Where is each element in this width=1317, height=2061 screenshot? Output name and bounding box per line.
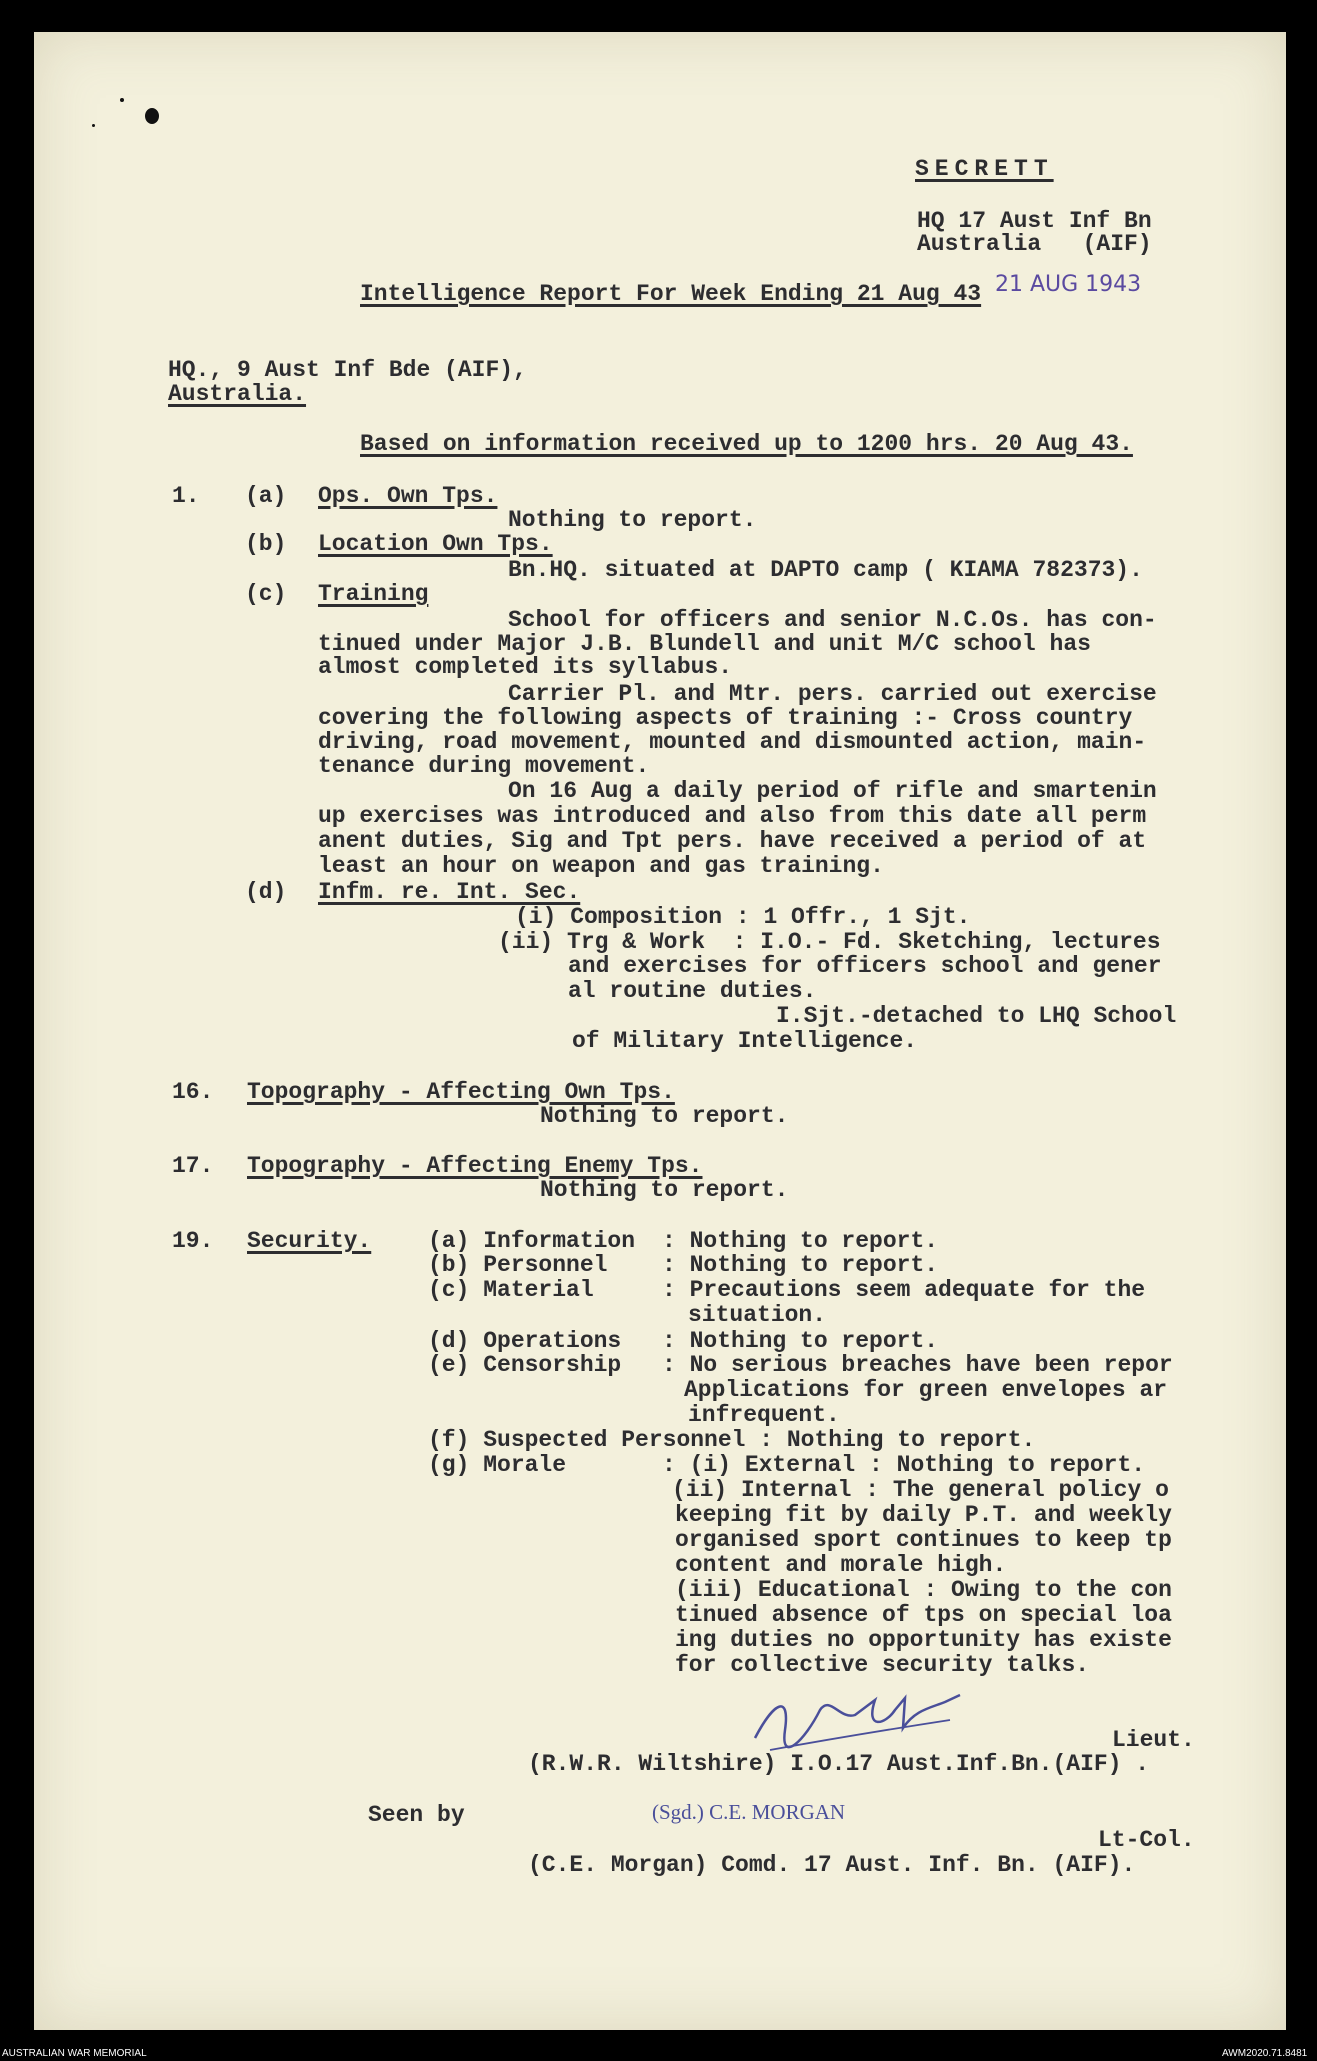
item-label: (d): [245, 879, 287, 905]
paragraph-line: (ii) Trg & Work : I.O.- Fd. Sketching, lectures: [498, 929, 1161, 955]
security-label: (d) Operations: [428, 1328, 622, 1354]
commander-name: (C.E. Morgan) Comd. 17 Aust. Inf. Bn. (AIF).: [528, 1852, 1136, 1878]
signed-stamp: (Sgd.) C.E. MORGAN: [652, 1800, 846, 1824]
security-value: situation.: [688, 1302, 827, 1328]
item-heading: Infm. re. Int. Sec.: [318, 879, 581, 905]
paragraph-line: of Military Intelligence.: [572, 1028, 918, 1054]
morale-line: organised sport continues to keep tp: [675, 1527, 1172, 1553]
paragraph-line: School for officers and senior N.C.Os. has con-: [508, 607, 1157, 633]
ink-speck: [145, 108, 159, 124]
signer-rank: Lieut.: [1112, 1727, 1195, 1753]
morale-line: (ii) Internal : The general policy o: [672, 1477, 1169, 1503]
ink-speck: [92, 124, 95, 127]
addressee-line-2: Australia.: [168, 381, 307, 407]
item-label: (a): [245, 483, 287, 509]
security-label: (f) Suspected Personnel : Nothing to report.: [428, 1427, 1036, 1453]
security-label: (g) Morale: [428, 1452, 567, 1478]
security-value: : Nothing to report.: [662, 1228, 939, 1254]
item-text: Nothing to report.: [508, 507, 757, 533]
information-basis: Based on information received up to 1200 hrs. 20 Aug 43.: [360, 431, 1133, 457]
paragraph-line: almost completed its syllabus.: [318, 654, 733, 680]
security-value: Applications for green envelopes ar: [684, 1377, 1168, 1403]
archive-footer-right: AWM2020.71.8481: [1222, 2048, 1308, 2059]
addressee-line-1: HQ., 9 Aust Inf Bde (AIF),: [168, 357, 527, 383]
item-text: Nothing to report.: [540, 1177, 789, 1203]
signer-name: (R.W.R. Wiltshire) I.O.17 Aust.Inf.Bn.(AIF) .: [528, 1751, 1150, 1777]
morale-line: ing duties no opportunity has existe: [675, 1627, 1172, 1653]
section-heading: Topography - Affecting Enemy Tps.: [247, 1153, 703, 1179]
security-label: (a) Information: [428, 1228, 636, 1254]
paragraph-line: least an hour on weapon and gas training.: [318, 853, 884, 879]
morale-line: tinued absence of tps on special loa: [675, 1602, 1172, 1628]
item-heading: Location Own Tps.: [318, 531, 553, 557]
morale-line: keeping fit by daily P.T. and weekly: [675, 1502, 1172, 1528]
item-heading: Training: [318, 581, 429, 607]
security-label: (c) Material: [428, 1277, 594, 1303]
classification-label: SECRETT: [915, 156, 1054, 182]
archive-footer-left: AUSTRALIAN WAR MEMORIAL: [2, 2048, 147, 2059]
unit-line-2: Australia (AIF): [917, 231, 1152, 257]
paragraph-line: covering the following aspects of training :- Cross country: [318, 705, 1133, 731]
security-value: : No serious breaches have been repor: [662, 1352, 1173, 1378]
date-stamp: 21 AUG 1943: [995, 272, 1142, 297]
report-title: Intelligence Report For Week Ending 21 Aug 43: [360, 281, 982, 307]
section-number: 16.: [172, 1079, 214, 1105]
paragraph-line: al routine duties.: [568, 978, 817, 1004]
item-label: (c): [245, 581, 287, 607]
item-text: Nothing to report.: [540, 1103, 789, 1129]
section-number: 19.: [172, 1228, 214, 1254]
section-number: 17.: [172, 1153, 214, 1179]
security-label: (b) Personnel: [428, 1252, 608, 1278]
item-text: Bn.HQ. situated at DAPTO camp ( KIAMA 782373).: [508, 557, 1143, 583]
security-label: (e) Censorship: [428, 1352, 622, 1378]
paragraph-line: Carrier Pl. and Mtr. pers. carried out exercise: [508, 681, 1157, 707]
security-value: : Nothing to report.: [662, 1252, 939, 1278]
section-heading: Security.: [247, 1228, 372, 1254]
security-value: : Nothing to report.: [662, 1328, 939, 1354]
morale-line: : (i) External : Nothing to report.: [662, 1452, 1146, 1478]
handwritten-signature-icon: [745, 1680, 975, 1760]
section-heading: Topography - Affecting Own Tps.: [247, 1079, 675, 1105]
paragraph-line: anent duties, Sig and Tpt pers. have received a period of at: [318, 828, 1147, 854]
section-number: 1.: [172, 483, 200, 509]
seen-by-label: Seen by: [368, 1802, 465, 1828]
morale-line: for collective security talks.: [675, 1652, 1090, 1678]
paragraph-line: I.Sjt.-detached to LHQ School: [776, 1003, 1177, 1029]
paragraph-line: driving, road movement, mounted and dismounted action, main-: [318, 729, 1147, 755]
security-value: infrequent.: [688, 1402, 840, 1428]
ink-speck: [120, 98, 124, 102]
unit-line-1: HQ 17 Aust Inf Bn: [917, 208, 1152, 234]
item-heading: Ops. Own Tps.: [318, 483, 498, 509]
commander-rank: Lt-Col.: [1098, 1827, 1195, 1853]
paragraph-line: tinued under Major J.B. Blundell and unit M/C school has: [318, 631, 1091, 657]
paragraph-line: (i) Composition : 1 Offr., 1 Sjt.: [515, 904, 971, 930]
morale-line: (iii) Educational : Owing to the con: [675, 1577, 1172, 1603]
item-label: (b): [245, 531, 287, 557]
paragraph-line: On 16 Aug a daily period of rifle and smartenin: [508, 778, 1157, 804]
paragraph-line: tenance during movement.: [318, 753, 650, 779]
paragraph-line: up exercises was introduced and also from this date all perm: [318, 803, 1147, 829]
security-value: : Precautions seem adequate for the: [662, 1277, 1146, 1303]
paragraph-line: and exercises for officers school and gener: [568, 953, 1162, 979]
morale-line: content and morale high.: [675, 1552, 1007, 1578]
